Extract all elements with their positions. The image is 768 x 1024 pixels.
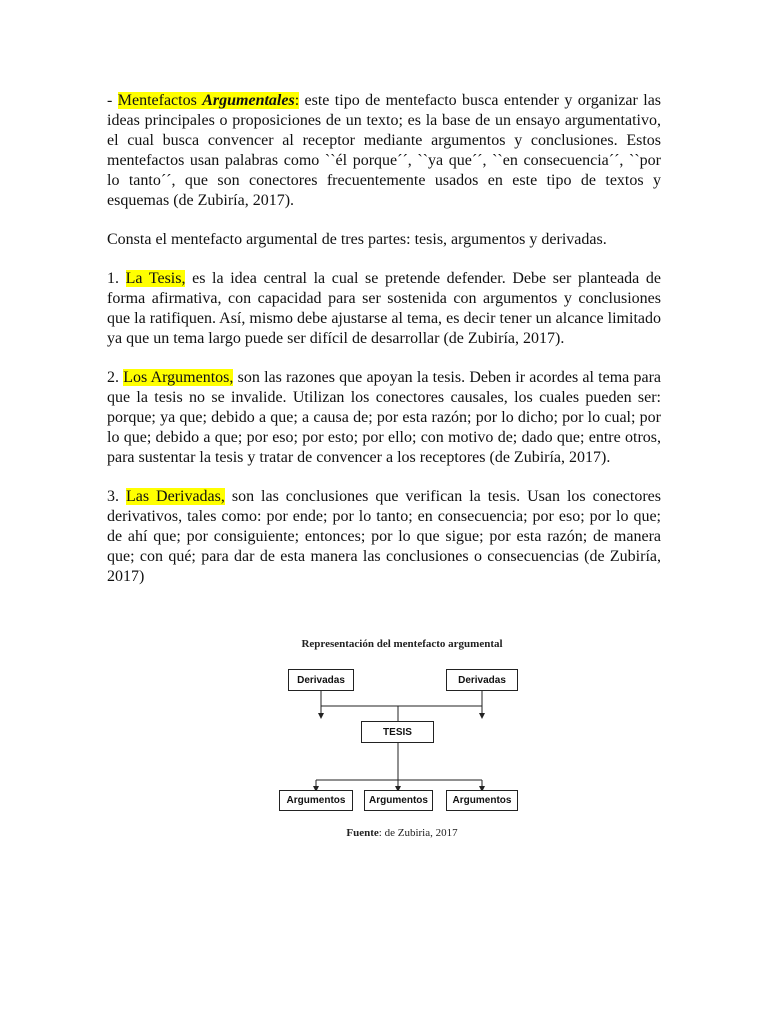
mentefacto-diagram	[272, 632, 532, 847]
paragraph-consta: Consta el mentefacto argumental de tres partes: tesis, argumentos y derivadas.	[107, 231, 607, 248]
highlight-tesis: La Tesis,	[125, 270, 186, 287]
diagram-title: Representación del mentefacto argumental	[301, 638, 503, 650]
item-number: 3.	[107, 488, 126, 505]
list-dash: -	[107, 92, 118, 109]
diagram-source	[272, 827, 532, 839]
item-number: 2.	[107, 369, 124, 386]
paragraph-text: son las conclusiones que verifican la tesis. Usan los conectores derivativos, tales como: por ende; por lo tanto; en consecuencia; por eso; por lo que; de ahí que; por consiguiente; entonces; por lo que sigue; por esta razón; de manera que; con qué; para dar de esta manera las conclusiones o consecuencias (de Zubiría, 2017)	[107, 488, 662, 585]
paragraph-tesis	[107, 269, 661, 349]
box-derivadas-right: Derivadas	[446, 669, 518, 691]
highlight-argumentos: Los Argumentos,	[123, 369, 234, 386]
paragraph-text: este tipo de mentefacto busca entender y organizar las ideas principales o proposiciones de un texto; es la base de un ensayo argumentativo, el cual busca convencer al receptor mediante argumentos y conclusiones. Estos mentefactos usan palabras como ``él porque´´, ``ya que´´, ``en consecuencia´´, ``por lo tanto´´, que son conectores frecuentemente usados en este tipo de textos y esquemas (de Zubiría, 2017).	[107, 92, 662, 209]
highlight-mentefactos	[118, 92, 299, 109]
box-argumentos-1: Argumentos	[279, 790, 353, 811]
source-label: Fuente	[346, 827, 379, 839]
paragraph-text: son las razones que apoyan la tesis. Deben ir acordes al tema para que la tesis no se invalide. Utilizan los conectores causales, los cuales pueden ser: porque; ya que; debido a que; a causa de; por esta razón; por lo dicho; por lo cual; por lo que; debido a que; por eso; por esto; por ello; con motivo de; dado que; entre otros, para sustentar la tesis y tratar de convencer a los receptores (de Zubiría, 2017).	[107, 369, 662, 466]
paragraph-argumentos	[107, 368, 661, 468]
box-argumentos-3: Argumentos	[446, 790, 518, 811]
box-tesis: TESIS	[361, 721, 434, 743]
paragraph-mentefactos	[107, 91, 661, 211]
document-body	[107, 91, 661, 606]
paragraph-text: es la idea central la cual se pretende defender. Debe ser planteada de forma afirmativa, con capacidad para ser sostenida con argumentos y conclusiones que la ratifiquen. Así, mismo debe ajustarse al tema, es decir tener un alcance limitado ya que un tema largo puede ser difícil de desarrollar (de Zubiría, 2017).	[107, 270, 661, 347]
box-argumentos-2: Argumentos	[364, 790, 433, 811]
highlight-colon: :	[294, 92, 300, 109]
highlight-bold-italic: Argumentales	[202, 92, 295, 109]
source-text: : de Zubiria, 2017	[378, 827, 458, 839]
highlight-text: Mentefactos	[117, 92, 203, 109]
box-derivadas-left: Derivadas	[288, 669, 354, 691]
item-number: 1.	[107, 270, 126, 287]
paragraph-derivadas	[107, 487, 661, 587]
highlight-derivadas: Las Derivadas,	[125, 488, 225, 505]
